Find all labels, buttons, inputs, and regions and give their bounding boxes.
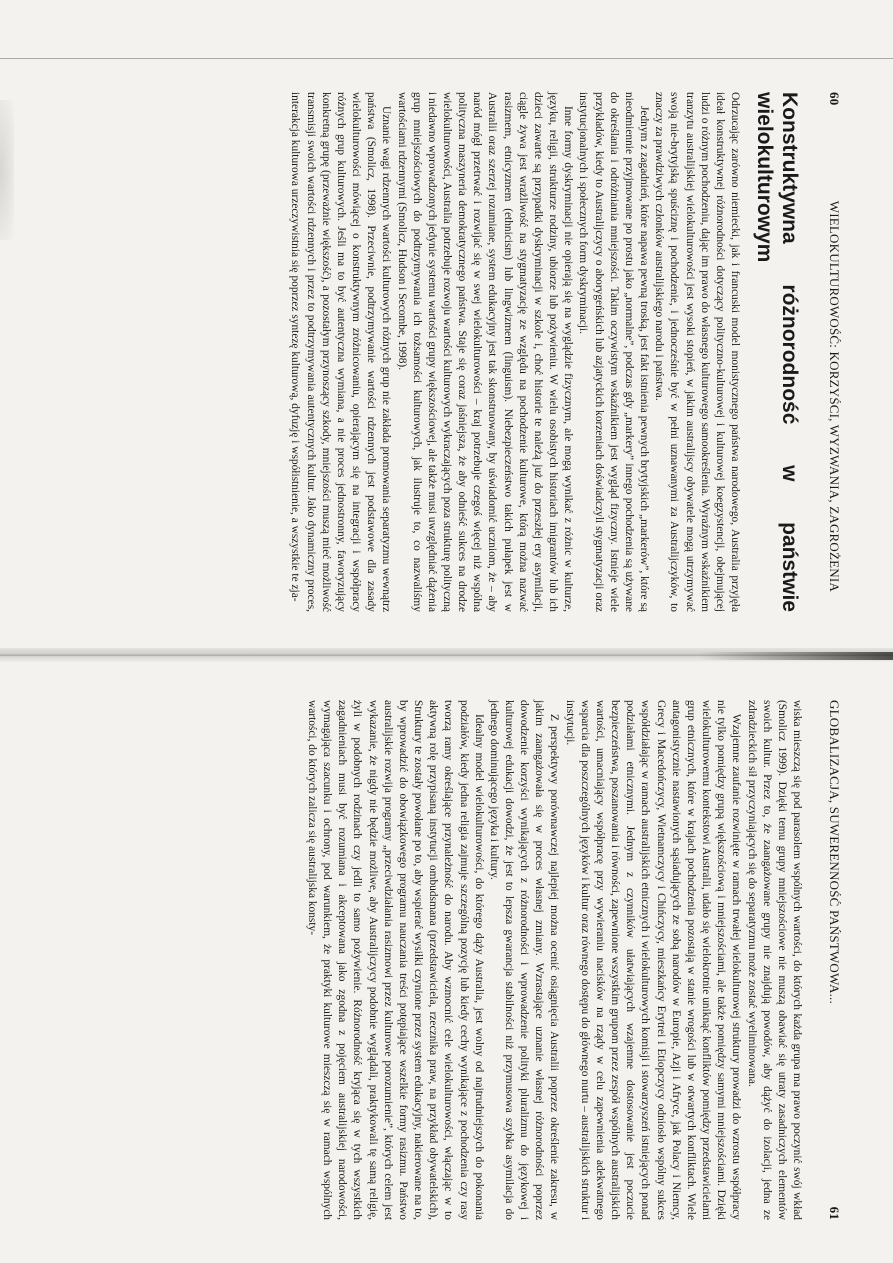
- section-title: Konstruktywna różnorodność w państwie wielokulturowym: [753, 92, 801, 612]
- page-number-61: 61: [827, 1206, 842, 1220]
- running-header-61: [826, 700, 842, 1220]
- binding-shadow: [700, 652, 893, 660]
- scan-smudge: [0, 100, 14, 240]
- page-61: [30, 700, 842, 1220]
- column-60: [287, 92, 802, 612]
- paragraph: Odrzucając zarówno niemiecki, jak i francuski model monistycznego państwa narodowego, Australia przyjęła ideał konstruktywnej różnorodności dotyczący polityczno-kulturowej i kulturowej koegzystencji, obejmującej ludzi o różnym pochodzeniu, dając im prawo do własnego kulturowego samookreślenia. Wyraźnym wskaźnikiem tranzytu australijskiej wielokulturowości jest wysoki stopień, w jakim australijscy obywatele mogą utrzymywać swoją nie-brytyjską spuściznę i pochodzenie, i jednocześnie być w pełni uznawanymi za Australijczyków, to znaczy za prawdziwych członków australijskiego narodu i państwa.: [653, 92, 741, 612]
- running-header-60: [826, 92, 842, 612]
- paragraph: Wzajemne zaufanie rozwinięte w ramach trwałej wielokulturowej struktury prowadzi do wzrostu współpracy nie tylko pomiędzy grupą większościową i mniejszościami, ale także pomiędzy samymi mniejszościami. Dzięki wielokulturowemu kontekstowi Australii, udało się wielokrotnie uniknąć konfliktów pomiędzy przedstawicielami grup etnicznych, które w krajach pochodzenia pozostają w stanie wrogości lub w otwartych konfliktach. Wiele antagonistycznie nastawionych sąsiadujących ze sobą narodów w Europie, Azji i Afryce, jak Polacy i Niemcy, Grecy i Macedończycy, Wietnamczycy i Chińczycy, mieszkańcy Erytrei i Etiopczycy odniosło wspólny sukces współdziałając w ramach australijskich etnicznych i wielokulturowych komisji i stowarzyszeń istniejących ponad podziałami etnicznymi. Jednym z czynników ułatwiających wzajemne dostosowanie jest poczucie bezpieczeństwa, poszanowania i równości, zapewnione wszystkim grupom przez zespół wspólnych australijskich wartości, umacniający współpracę przy wywieraniu nacisków na rządy w celu zapewnienia adekwatnego wsparcia dla poszczególnych języków i kultur oraz równego dostępu do głównego nurtu – australijskich struktur i instytucji.: [563, 700, 743, 1220]
- page-60: [30, 92, 842, 612]
- page-number-60: 60: [827, 92, 842, 106]
- running-head-61: GLOBALIZACJA, SUWERENNOŚĆ PAŃSTWOWA...: [827, 700, 842, 1004]
- page-edge-line: [0, 58, 893, 59]
- paragraph: wiska mieszczą się pod parasolem wspólnych wartości, do których każda grupa ma prawo poczynić swój wkład (Smolicz 1999). Dzięki temu grupy mniejszościowe nie muszą obawiać się utraty zasadniczych elementów swoich kultur. Przez to, że zaangażowane grupy nie znajdują powodów, aby dążyć do izolacji, jedna ze zdradzieckich sił przyczyniających się do separatyzmu może zostać wyeliminowana.: [745, 700, 803, 1220]
- paragraph: Z perspektywy porównawczej najlepiej można ocenić osiągnięcia Australii poprzez określenie zakresu, w jakim zaangażowała się w proces własnej zmiany. Wzrastające uznanie własnej różnorodności poprzez dowodzenie korzyści wynikających z różnorodności i wprowadzenie polityki pluralizmu do językowej i kulturowej edukacji dowodzi, że jest to lepsza gwarancja stabilności niż przymusowa szybka asymilacja do jednego dominującego języka i kultury.: [487, 700, 561, 1220]
- column-61: [304, 700, 804, 1220]
- paragraph: Inne formy dyskryminacji nie opierają się na wyglądzie fizycznym, ale mogą wynikać z różnic w kulturze, języku, religii, strukturze rodziny, ubiorze lub pożywieniu. W wielu osobistych historiach imigrantów lub ich dzieci zawarte są przypadki dyskryminacji w szkole i, choć historie te należą już do przeszłej ery asymilacji, ciągle żywa jest wrażliwość na stygmatyzację ze względu na pochodzenie kulturowe, którą można nazwać rasizmem, etnicyzmem (ethnicism) lub lingwizmem (linguism). Niebezpieczeństwo takich pułapek jest w Australii oraz szerzej rozumiane, system edukacyjny jest tak skonstruowany, by uświadomić uczniom, że – aby naród mógł przetrwać i rozwijać się w swej wielokulturowości – kraj potrzebuje czegoś więcej niż wspólna polityczna maszyneria demokratycznego państwa. Staje się coraz jaśniejsza, że aby odnieść sukces na drodze wielokulturowości, Australia potrzebuje rozwoju wartości kulturowych wykraczających poza strukturę polityczną i niedawno wprowadzonych jedynie systemu wartości grupy większościowej, ale także musi uwzględniać dążenia grup mniejszościowych do podtrzymywania ich tożsamości kulturowych, jak ilustruje to, co nazwaliśmy wartościami rdzennymi (Smolicz, Hudson i Secombe, 1998).: [395, 92, 575, 612]
- paragraph: Idealny model wielokulturowości, do którego dąży Australia, jest wolny od najtrudniejszych do pokonania podziałów, kiedy jedna religia zajmuje szczególną pozycję lub kiedy cechy wynikające z pochodzenia czy rasy tworzą ramy określające przynależność do narodu. Aby wzmocnić cele wielokulturowości, włączając w to aktywną rolę przypisaną instytucji ombudsmana (przedstawiciela, rzecznika praw, na przykład obywatelskich), Struktury te zostały powołane po to, aby wspierać wysiłki czynione przez system edukacyjny, nakierowane na to, by wprowadzić do obowiązkowego programu nauczania treści potępiające wszelkie formy rasizmu. Państwo australijskie rozwija programy „przeciwdziałania rasizmowi przez kulturowe porozumienie”, których celem jest wykazanie, że nigdy nie będzie możliwe, aby Australijczycy podobnie wyglądali, praktykowali tę samą religię, żyli w podobnych rodzinach czy jedli to samo pożywienie. Różnorodność kryjąca się w tych wszystkich zagadnieniach musi być rozumiana i akceptowana jako zgodna z pojęciem australijskiej narodowości, wymagająca szacunku i ochrony, pod warunkiem, że praktyki kulturowe mieszczą się w ramach wspólnych wartości, do których zalicza się australijska konsty-: [306, 700, 485, 1220]
- paragraph: Jednym z zagadnień, które napawa pewną troską, jest fakt istnienia pewnych brytyjskich „markerów”, które są nieodmiennie przyjmowane po prostu jako „normalne”, podczas gdy „markery” innego pochodzenia są używane do określania i odróżniania mniejszości. Takim oczywistym wskaźnikiem jest wygląd fizyczny. Istnieje wiele przykładów, kiedy to Australijczycy o aborygeńskich lub azjatyckich korzeniach doświadczyli stygmatyzacji oraz instytucjonalnych i społecznych form dyskryminacji.: [577, 92, 651, 612]
- paragraph: Uznanie wagi rdzennych wartości kulturowych różnych grup nie zakłada promowania separatyzmu wewnątrz państwa (Smolicz, 1998). Przeciwnie, podtrzymywanie wartości rdzennych jest podstawowe dla zasady wielokulturowości mówiącej o konstruktywnym zróżnicowaniu, opierającym się na integracji i współpracy różnych grup kulturowych. Jeśli ma to być autentyczna wymiana, a nie proces jednostronny, faworyzujący konkretną grupę (przeważnie większość), a pozostałym przynoszący szkody, mniejszości muszą mieć możliwość transmisji swoich wartości rdzennych i przez to podtrzymywania autentycznych kultur. Jako dynamiczny proces, interakcja kulturowa urzeczywistnia się poprzez syntezę kulturową, dyfuzję i współistnienie, a wszystkie te zja-: [289, 92, 393, 612]
- running-head-60: WIELOKULTUROWOŚĆ: KORZYŚCI, WYZWANIA, ZAGROŻENIA: [827, 200, 842, 592]
